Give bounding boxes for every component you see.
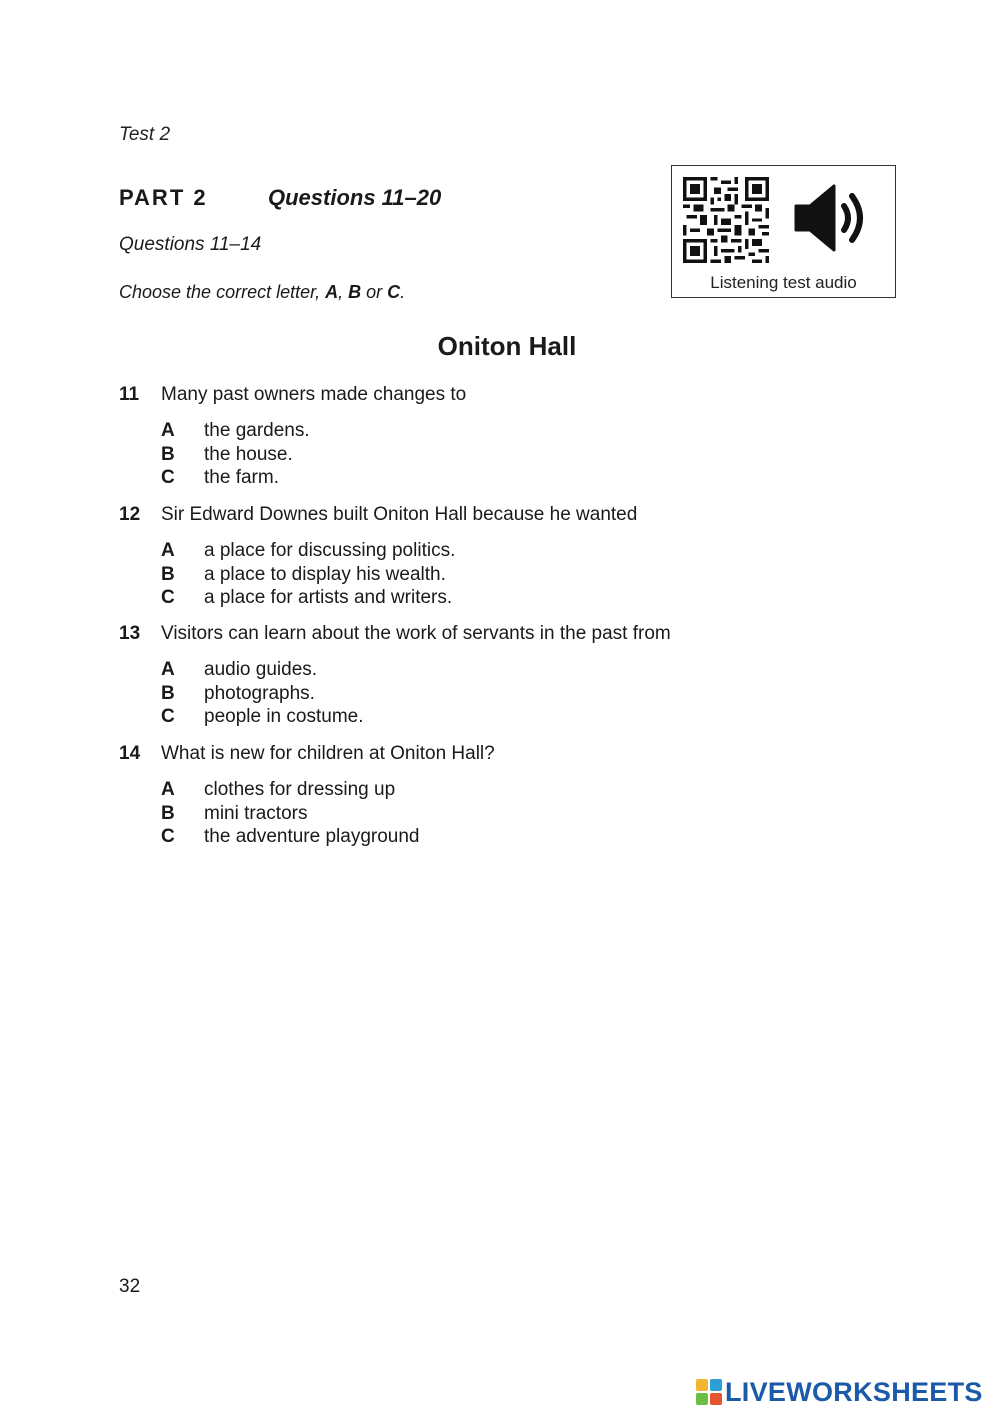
option-letter: A — [161, 420, 175, 441]
instruction-prefix: Choose the correct letter, — [119, 282, 326, 302]
brand-logo[interactable] — [696, 1376, 983, 1408]
option-c[interactable] — [161, 705, 819, 729]
option-c[interactable] — [161, 466, 819, 490]
part-title: PART 2 — [119, 185, 208, 210]
option-a[interactable] — [161, 658, 819, 682]
option-text: a place for discussing politics. — [204, 540, 456, 561]
option-letter: B — [161, 682, 175, 704]
option-text: the gardens. — [204, 420, 310, 441]
option-letter: C — [161, 467, 175, 489]
option-text: people in costume. — [204, 706, 364, 728]
sub-questions-range: Questions 11–14 — [119, 234, 262, 255]
qr-code-icon[interactable] — [683, 177, 769, 263]
option-letter: C — [161, 587, 175, 609]
option-letter: B — [161, 802, 175, 824]
option-letter: A — [161, 779, 175, 800]
option-text: a place to display his wealth. — [204, 563, 446, 585]
option-text: a place for artists and writers. — [204, 587, 453, 609]
option-c[interactable] — [161, 586, 819, 610]
option-c[interactable] — [161, 825, 819, 849]
instruction-or: or — [361, 282, 388, 302]
option-letter: B — [161, 443, 175, 465]
option-a[interactable] — [161, 419, 819, 443]
option-letter: C — [161, 706, 175, 728]
running-header: Test 2 — [119, 124, 171, 145]
option-a[interactable] — [161, 539, 819, 563]
section-title: Oniton Hall — [437, 331, 577, 361]
question-14 — [119, 742, 819, 849]
question-number: 14 — [119, 743, 141, 764]
option-text: the adventure playground — [204, 826, 420, 848]
option-letter: A — [161, 659, 175, 680]
option-b[interactable] — [161, 682, 819, 706]
speaker-icon[interactable] — [794, 182, 870, 254]
audio-label: Listening test audio — [710, 273, 857, 292]
instruction-separator: , — [338, 282, 349, 302]
instruction — [119, 282, 405, 303]
question-13 — [119, 622, 819, 729]
part-questions-range: Questions 11–20 — [268, 185, 442, 210]
option-b[interactable] — [161, 443, 819, 467]
option-b[interactable] — [161, 802, 819, 826]
question-number: 13 — [119, 623, 141, 644]
question-number: 12 — [119, 504, 141, 525]
option-letter: C — [161, 826, 175, 848]
option-text: the farm. — [204, 467, 279, 489]
instruction-letter-c: C — [387, 282, 401, 302]
option-text: mini tractors — [204, 802, 308, 824]
liveworksheets-logo-icon — [696, 1379, 722, 1405]
question-11 — [119, 383, 819, 490]
question-text: Many past owners made changes to — [161, 384, 467, 405]
option-text: audio guides. — [204, 659, 318, 680]
question-text: What is new for children at Oniton Hall? — [161, 743, 495, 764]
option-letter: B — [161, 563, 175, 585]
instruction-letter-b: B — [348, 282, 362, 302]
option-letter: A — [161, 540, 175, 561]
instruction-letter-a: A — [325, 282, 339, 302]
question-number: 11 — [119, 384, 140, 405]
question-12 — [119, 503, 819, 610]
option-a[interactable] — [161, 778, 819, 802]
page-number: 32 — [119, 1276, 141, 1297]
audio-panel[interactable] — [671, 165, 896, 298]
option-text: photographs. — [204, 682, 315, 704]
option-b[interactable] — [161, 563, 819, 587]
brand-name: LIVEWORKSHEETS — [725, 1376, 983, 1407]
option-text: the house. — [204, 443, 293, 465]
question-text: Sir Edward Downes built Oniton Hall because he wanted — [161, 504, 638, 525]
option-text: clothes for dressing up — [204, 779, 396, 800]
question-text: Visitors can learn about the work of servants in the past from — [161, 623, 671, 644]
instruction-end: . — [400, 282, 406, 302]
